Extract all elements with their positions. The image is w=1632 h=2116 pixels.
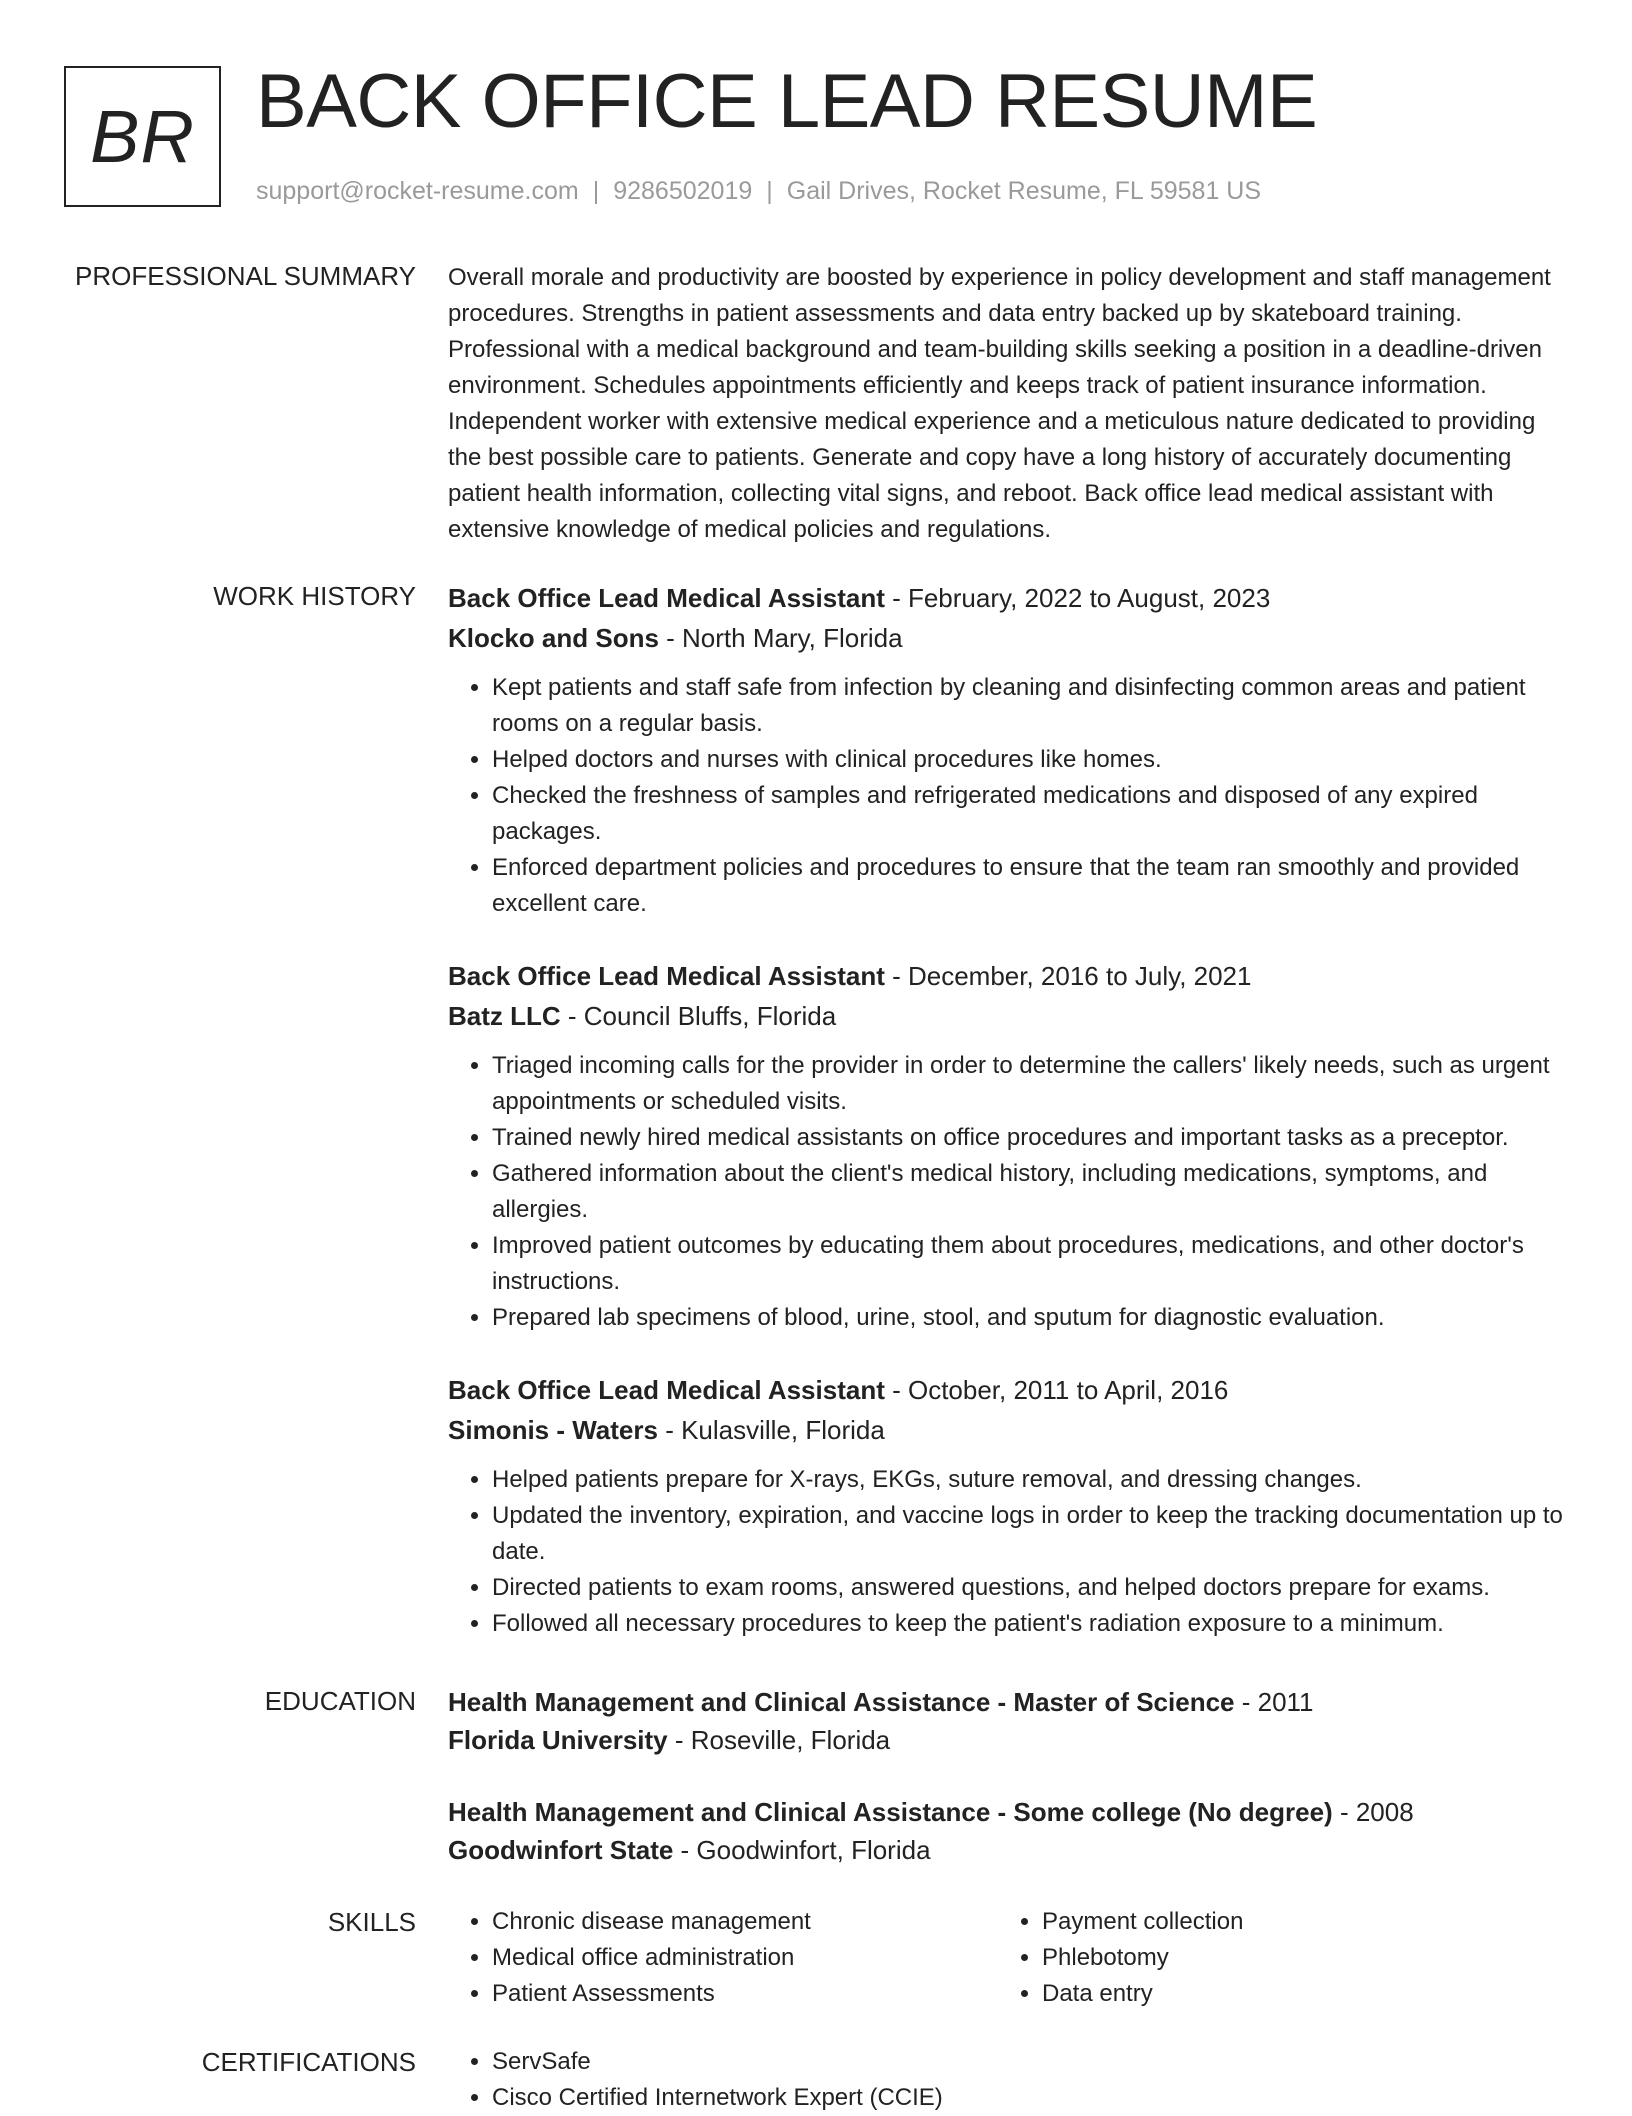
list-item: • Kept patients and staff safe from infection by cleaning and disinfecting common areas and patient rooms on a regular basis. xyxy=(492,670,1568,742)
contact-email: support@rocket-resume.com xyxy=(256,177,579,205)
job-bullets xyxy=(448,1462,1568,1642)
education-location: - Goodwinfort, Florida xyxy=(673,1835,931,1865)
skill-item: • Phlebotomy xyxy=(1042,1940,1548,1976)
job-company: Klocko and Sons xyxy=(448,623,659,653)
job-dates: - February, 2022 to August, 2023 xyxy=(884,583,1271,613)
education-degree: Health Management and Clinical Assistance - Master of Science xyxy=(448,1687,1235,1717)
contact-line xyxy=(256,174,1261,208)
job-title: Back Office Lead Medical Assistant xyxy=(448,961,885,991)
education-entry xyxy=(448,1683,1568,1759)
list-item: • Updated the inventory, expiration, and vaccine logs in order to keep the tracking documentation up to date. xyxy=(492,1498,1568,1570)
list-item: • Followed all necessary procedures to keep the patient's radiation exposure to a minimum. xyxy=(492,1606,1568,1642)
job-bullets xyxy=(448,670,1568,922)
summary-label: PROFESSIONAL SUMMARY xyxy=(75,261,416,291)
certifications-label: CERTIFICATIONS xyxy=(201,2047,416,2077)
list-item: • Checked the freshness of samples and refrigerated medications and disposed of any expired packages. xyxy=(492,778,1568,850)
skills-column-right xyxy=(998,1904,1548,2012)
job-entry xyxy=(448,956,1568,1336)
job-company: Simonis - Waters xyxy=(448,1415,658,1445)
education-school: Goodwinfort State xyxy=(448,1835,674,1865)
contact-address: Gail Drives, Rocket Resume, FL 59581 US xyxy=(786,177,1262,205)
education-school: Florida University xyxy=(448,1725,668,1755)
skill-item: • Data entry xyxy=(1042,1976,1548,2012)
job-location: - Kulasville, Florida xyxy=(657,1415,885,1445)
job-location: - North Mary, Florida xyxy=(658,623,903,653)
certification-item: • Cisco Certified Internetwork Expert (CCIE) xyxy=(492,2080,1568,2116)
list-item: • Triaged incoming calls for the provider in order to determine the callers' likely needs, such as urgent appointments or scheduled visits. xyxy=(492,1048,1568,1120)
list-item: • Trained newly hired medical assistants on office procedures and important tasks as a preceptor. xyxy=(492,1120,1568,1156)
education-degree: Health Management and Clinical Assistance - Some college (No degree) xyxy=(448,1797,1333,1827)
list-item: • Helped doctors and nurses with clinical procedures like homes. xyxy=(492,742,1568,778)
list-item: • Enforced department policies and procedures to ensure that the team ran smoothly and provided excellent care. xyxy=(492,850,1568,922)
education-label: EDUCATION xyxy=(264,1686,416,1716)
resume-title: BACK OFFICE LEAD RESUME xyxy=(256,59,1318,144)
skill-item: • Chronic disease management xyxy=(492,1904,998,1940)
skill-item: • Patient Assessments xyxy=(492,1976,998,2012)
contact-separator: | xyxy=(592,177,600,205)
skills-label: SKILLS xyxy=(327,1907,416,1937)
work-history-label: WORK HISTORY xyxy=(213,581,416,611)
list-item: • Gathered information about the client's medical history, including medications, symptoms, and allergies. xyxy=(492,1156,1568,1228)
job-entry xyxy=(448,1370,1568,1642)
list-item: • Prepared lab specimens of blood, urine, stool, and sputum for diagnostic evaluation. xyxy=(492,1300,1568,1336)
summary-text: Overall morale and productivity are boosted by experience in policy development and staff management procedures. Strengths in patient assessments and data entry backed up by skateboard training. Professional with a medical background and team-building skills seeking a position in a deadline-driven environment. Schedules appointments efficiently and keeps track of patient insurance information. Independent worker with extensive medical experience and a meticulous nature dedicated to providing the best possible care to patients. Generate and copy have a long history of accurately documenting patient health information, collecting vital signs, and reboot. Back office lead medical assistant with extensive knowledge of medical policies and regulations. xyxy=(448,264,1551,543)
job-location: - Council Bluffs, Florida xyxy=(560,1001,837,1031)
skill-item: • Payment collection xyxy=(1042,1904,1548,1940)
education-year: - 2008 xyxy=(1332,1797,1414,1827)
skill-item: • Medical office administration xyxy=(492,1940,998,1976)
job-bullets xyxy=(448,1048,1568,1336)
job-dates: - December, 2016 to July, 2021 xyxy=(884,961,1252,991)
job-title: Back Office Lead Medical Assistant xyxy=(448,583,885,613)
list-item: • Helped patients prepare for X-rays, EKGs, suture removal, and dressing changes. xyxy=(492,1462,1568,1498)
education-location: - Roseville, Florida xyxy=(667,1725,891,1755)
education-entry xyxy=(448,1793,1568,1869)
list-item: • Directed patients to exam rooms, answered questions, and helped doctors prepare for exams. xyxy=(492,1570,1568,1606)
certification-item: • ServSafe xyxy=(492,2044,1568,2080)
skills-column-left xyxy=(448,1904,998,2012)
job-dates: - October, 2011 to April, 2016 xyxy=(884,1375,1229,1405)
education-year: - 2011 xyxy=(1234,1687,1314,1717)
contact-separator: | xyxy=(766,177,773,205)
job-title: Back Office Lead Medical Assistant xyxy=(448,1375,885,1405)
list-item: • Improved patient outcomes by educating them about procedures, medications, and other doctor's instructions. xyxy=(492,1228,1568,1300)
job-company: Batz LLC xyxy=(448,1001,561,1031)
monogram-logo: BR xyxy=(64,66,221,207)
contact-phone: 9286502019 xyxy=(613,177,753,205)
job-entry xyxy=(448,578,1568,922)
